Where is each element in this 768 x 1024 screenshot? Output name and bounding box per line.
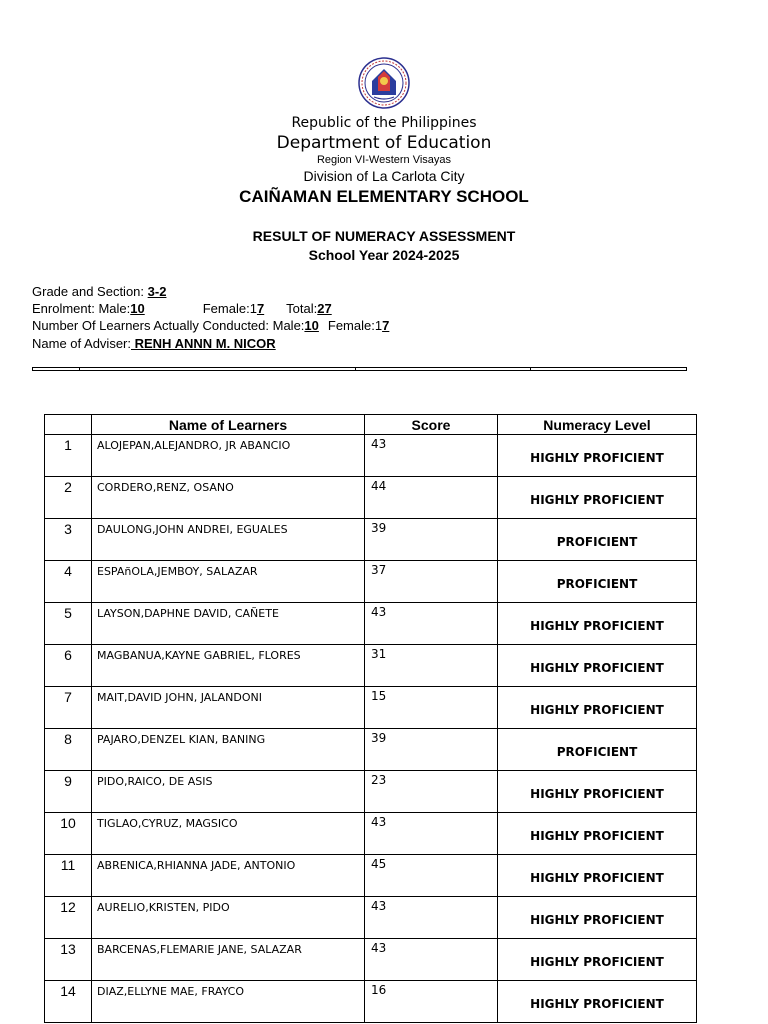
table-row (45, 435, 697, 477)
numeracy-level: HIGHLY PROFICIENT (498, 477, 697, 519)
learner-name: MAIT,DAVID JOHN, JALANDONI (92, 687, 365, 729)
female-value: 7 (256, 301, 265, 316)
conducted-line (32, 318, 389, 334)
numeracy-level: HIGHLY PROFICIENT (498, 939, 697, 981)
report-title: RESULT OF NUMERACY ASSESSMENT (252, 228, 516, 244)
conducted-male: 10 (304, 318, 319, 333)
table-row (45, 477, 697, 519)
learner-score: 23 (365, 771, 498, 813)
learner-score: 37 (365, 561, 498, 603)
numeracy-level: PROFICIENT (498, 561, 697, 603)
learner-name: CORDERO,RENZ, OSANO (92, 477, 365, 519)
adviser-value: RENH ANNN M. NICOR (131, 336, 276, 351)
row-number: 11 (45, 855, 92, 897)
grade-value: 3-2 (147, 284, 167, 299)
learner-score: 39 (365, 729, 498, 771)
learner-score: 43 (365, 603, 498, 645)
enrolment-line (32, 301, 332, 317)
learner-name: ESPAñOLA,JEMBOY, SALAZAR (92, 561, 365, 603)
grade-section-line (32, 284, 166, 300)
region-line: Region VI-Western Visayas (316, 154, 452, 166)
table-row (45, 645, 697, 687)
learner-name: TIGLAO,CYRUZ, MAGSICO (92, 813, 365, 855)
conducted-female-label: Female:1 (327, 318, 383, 333)
grade-label: Grade and Section: (32, 284, 148, 299)
numeracy-level: HIGHLY PROFICIENT (498, 855, 697, 897)
learner-score: 31 (365, 645, 498, 687)
school-year: School Year 2024-2025 (308, 247, 460, 263)
row-number: 6 (45, 645, 92, 687)
numeracy-level: HIGHLY PROFICIENT (498, 813, 697, 855)
row-number: 7 (45, 687, 92, 729)
total-value: 27 (317, 301, 332, 316)
row-number: 8 (45, 729, 92, 771)
row-number: 12 (45, 897, 92, 939)
learner-name: PAJARO,DENZEL KIAN, BANING (92, 729, 365, 771)
col-header-score: Score (365, 415, 498, 435)
table-row (45, 939, 697, 981)
learner-name: AURELIO,KRISTEN, PIDO (92, 897, 365, 939)
row-number: 1 (45, 435, 92, 477)
numeracy-level: HIGHLY PROFICIENT (498, 603, 697, 645)
table-row (45, 771, 697, 813)
empty-table-strip (32, 367, 687, 371)
numeracy-level: PROFICIENT (498, 729, 697, 771)
table-row (45, 897, 697, 939)
learner-name: BARCENAS,FLEMARIE JANE, SALAZAR (92, 939, 365, 981)
row-number: 4 (45, 561, 92, 603)
department-name: Department of Education (276, 133, 492, 153)
table-row (45, 813, 697, 855)
enrolment-label: Enrolment: Male: (32, 301, 131, 316)
row-number: 10 (45, 813, 92, 855)
numeracy-level: HIGHLY PROFICIENT (498, 897, 697, 939)
numeracy-level: HIGHLY PROFICIENT (498, 645, 697, 687)
table-row (45, 603, 697, 645)
table-row (45, 561, 697, 603)
table-row (45, 855, 697, 897)
numeracy-level: HIGHLY PROFICIENT (498, 435, 697, 477)
conducted-female-value: 7 (382, 318, 390, 333)
learner-score: 44 (365, 477, 498, 519)
numeracy-level: HIGHLY PROFICIENT (498, 771, 697, 813)
learner-score: 16 (365, 981, 498, 1023)
learner-score: 43 (365, 435, 498, 477)
adviser-line (32, 336, 276, 352)
learner-score: 43 (365, 939, 498, 981)
learner-score: 43 (365, 897, 498, 939)
row-number: 5 (45, 603, 92, 645)
deped-seal-logo (358, 57, 410, 109)
table-body (45, 435, 697, 1023)
row-number: 9 (45, 771, 92, 813)
conducted-label: Number Of Learners Actually Conducted: Male: (32, 318, 305, 333)
learner-name: LAYSON,DAPHNE DAVID, CAÑETE (92, 603, 365, 645)
row-number: 14 (45, 981, 92, 1023)
learner-name: ABRENICA,RHIANNA JADE, ANTONIO (92, 855, 365, 897)
row-number: 13 (45, 939, 92, 981)
table-row (45, 687, 697, 729)
numeracy-level: PROFICIENT (498, 519, 697, 561)
table-row (45, 729, 697, 771)
learner-name: MAGBANUA,KAYNE GABRIEL, FLORES (92, 645, 365, 687)
row-number: 3 (45, 519, 92, 561)
learners-table (44, 414, 697, 1023)
table-header-row (45, 415, 697, 435)
numeracy-level: HIGHLY PROFICIENT (498, 981, 697, 1023)
learner-name: ALOJEPAN,ALEJANDRO, JR ABANCIO (92, 435, 365, 477)
learner-score: 43 (365, 813, 498, 855)
col-header-level: Numeracy Level (498, 415, 697, 435)
learner-score: 15 (365, 687, 498, 729)
school-name: CAIÑAMAN ELEMENTARY SCHOOL (239, 187, 529, 206)
col-header-name: Name of Learners (92, 415, 365, 435)
total-label: Total: (286, 301, 318, 316)
learner-name: DIAZ,ELLYNE MAE, FRAYCO (92, 981, 365, 1023)
table-row (45, 981, 697, 1023)
adviser-label: Name of Adviser: (32, 336, 131, 351)
numeracy-level: HIGHLY PROFICIENT (498, 687, 697, 729)
learner-name: PIDO,RAICO, DE ASIS (92, 771, 365, 813)
republic-line: Republic of the Philippines (291, 115, 477, 131)
col-header-number (45, 415, 92, 435)
female-label: Female:1 (202, 301, 257, 316)
row-number: 2 (45, 477, 92, 519)
learner-name: DAULONG,JOHN ANDREI, EGUALES (92, 519, 365, 561)
learner-score: 39 (365, 519, 498, 561)
division-line: Division of La Carlota City (303, 168, 465, 184)
learner-score: 45 (365, 855, 498, 897)
table-row (45, 519, 697, 561)
enrolment-male: 10 (130, 301, 145, 316)
